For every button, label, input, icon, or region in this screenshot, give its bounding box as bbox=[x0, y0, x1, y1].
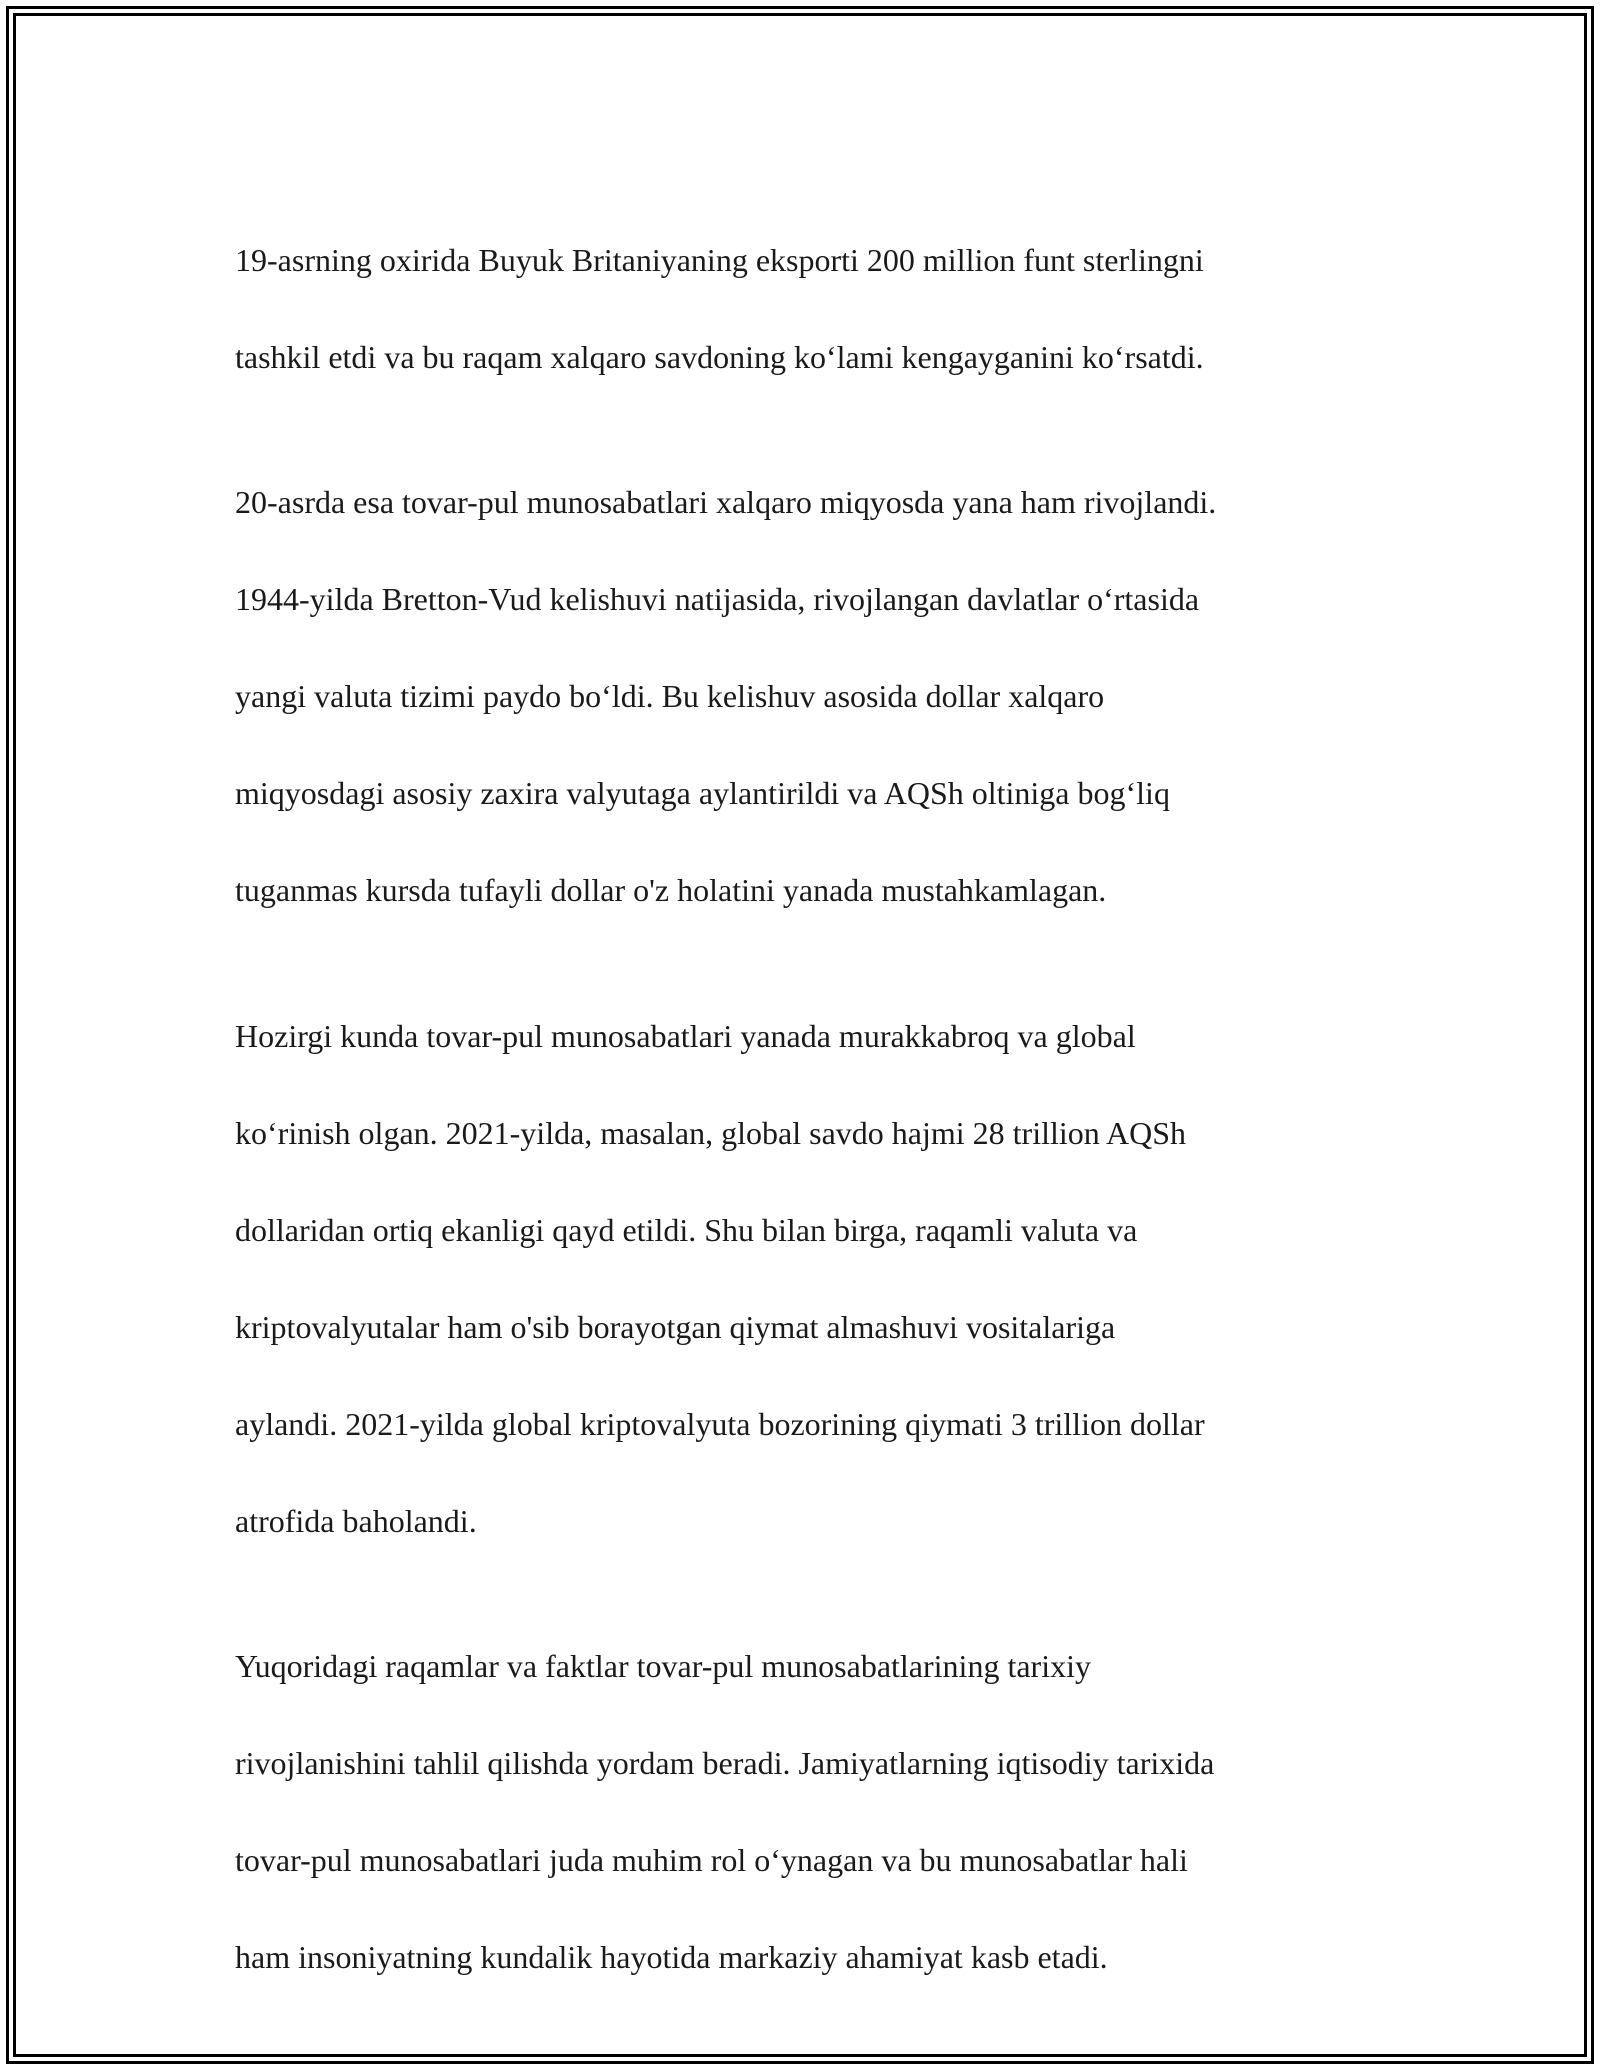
text-line: ham insoniyatning kundalik hayotida markaziy ahamiyat kasb etadi. bbox=[235, 1939, 1108, 1975]
text-line: aylandi. 2021-yilda global kriptovalyuta bozorining qiymati 3 trillion dollar bbox=[235, 1405, 1205, 1442]
text-line: tuganmas kursda tufayli dollar o'z holatini yanada mustahkamlagan. bbox=[235, 872, 1107, 908]
paragraph bbox=[235, 187, 1385, 381]
text-line: ko‘rinish olgan. 2021-yilda, masalan, global savdo hajmi 28 trillion AQSh bbox=[235, 1114, 1186, 1151]
text-line: miqyosdagi asosiy zaxira valyutaga aylantirildi va AQSh oltiniga bog‘liq bbox=[235, 775, 1170, 811]
text-line: kriptovalyutalar ham o'sib borayotgan qiymat almashuvi vositalariga bbox=[235, 1308, 1116, 1345]
paragraph bbox=[235, 963, 1385, 1545]
text-line: tashkil etdi va bu raqam xalqaro savdoning ko‘lami kengayganini ko‘rsatdi. bbox=[235, 338, 1204, 375]
document-body bbox=[235, 187, 1385, 2030]
text-line: Yuqoridagi raqamlar va faktlar tovar-pul munosabatlarining tarixiy bbox=[235, 1648, 1091, 1684]
text-line: atrofida baholandi. bbox=[235, 1502, 477, 1539]
paragraph bbox=[235, 430, 1385, 915]
text-line: 19-asrning oxirida Buyuk Britaniyaning eksporti 200 million funt sterlingni bbox=[235, 241, 1204, 278]
paragraph bbox=[235, 1594, 1385, 1982]
text-line: Hozirgi kunda tovar-pul munosabatlari yanada murakkabroq va global bbox=[235, 1017, 1136, 1054]
text-line: dollaridan ortiq ekanligi qayd etildi. Shu bilan birga, raqamli valuta va bbox=[235, 1211, 1138, 1248]
text-line: yangi valuta tizimi paydo bo‘ldi. Bu kelishuv asosida dollar xalqaro bbox=[235, 678, 1105, 714]
text-line: 1944-yilda Bretton-Vud kelishuvi natijasida, rivojlangan davlatlar o‘rtasida bbox=[235, 581, 1200, 617]
text-line: rivojlanishini tahlil qilishda yordam beradi. Jamiyatlarning iqtisodiy tarixida bbox=[235, 1745, 1215, 1781]
text-line: tovar-pul munosabatlari juda muhim rol o‘ynagan va bu munosabatlar hali bbox=[235, 1842, 1188, 1878]
text-line: 20-asrda esa tovar-pul munosabatlari xalqaro miqyosda yana ham rivojlandi. bbox=[235, 484, 1217, 520]
